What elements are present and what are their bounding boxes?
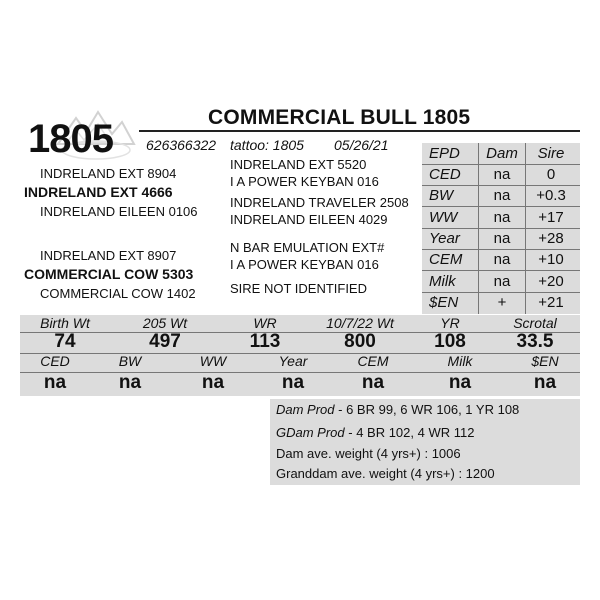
pedigree-sire-sire-dam: I A POWER KEYBAN 016: [230, 174, 379, 189]
pedigree-dam: COMMERCIAL COW 5303: [24, 266, 194, 282]
production-box: [270, 399, 580, 485]
epd-label: CEM: [429, 251, 463, 268]
epd-row-ced: [422, 164, 580, 185]
epd-dam-value: na: [493, 187, 511, 204]
gdam-prod-label: GDam Prod: [276, 425, 345, 440]
tattoo: tattoo: 1805: [230, 137, 304, 153]
dam-prod-label: Dam Prod: [276, 402, 335, 417]
dam-prod-value: - 6 BR 99, 6 WR 106, 1 YR 108: [334, 402, 520, 417]
epd-row-cem: [422, 249, 580, 270]
epd-grid-header-bw: BW: [118, 353, 142, 369]
epd-sire-value: +21: [538, 294, 564, 311]
pedigree-sire-sire: INDRELAND EXT 8904: [40, 166, 177, 181]
epd-row-bw: [422, 185, 580, 206]
epd-row-ww: [422, 207, 580, 228]
epd-sire-value: +10: [538, 251, 564, 268]
epd-header-sire: Sire: [537, 145, 565, 162]
epd-row-en: [422, 292, 580, 313]
epd-dam-value: na: [493, 166, 511, 183]
epd-header-label: EPD: [429, 145, 460, 162]
dam-average-weight: Dam ave. weight (4 yrs+) : 1006: [276, 446, 461, 461]
epd-grid-value-bw: na: [118, 372, 142, 393]
lot-title: COMMERCIAL BULL 1805: [208, 106, 471, 129]
pedigree-sire: INDRELAND EXT 4666: [24, 184, 173, 200]
epd-dam-value: na: [493, 273, 511, 290]
epd-grid-value-milk: na: [448, 372, 472, 393]
perf-value-birth-wt: 74: [54, 331, 76, 352]
perf-value-scrotal: 33.5: [516, 331, 554, 352]
epd-header-row: [422, 143, 580, 164]
epd-grid-value-ced: na: [43, 372, 67, 393]
gdam-prod-line: [276, 425, 474, 440]
performance-grid: [20, 315, 580, 396]
epd-sire-value: +0.3: [536, 187, 566, 204]
epd-dam-value: na: [493, 230, 511, 247]
epd-label: $EN: [429, 294, 459, 311]
epd-sire-value: +28: [538, 230, 564, 247]
perf-value-weight-date: 800: [344, 331, 376, 352]
epd-grid-value-ww: na: [201, 372, 225, 393]
epd-grid-header-milk: Milk: [447, 353, 473, 369]
perf-header-yr: YR: [440, 315, 460, 331]
pedigree-dam-dam-note: SIRE NOT IDENTIFIED: [230, 281, 367, 296]
pedigree-dam-sire-dam: I A POWER KEYBAN 016: [230, 257, 379, 272]
pedigree-dam-sire-sire: N BAR EMULATION EXT#: [230, 240, 385, 255]
epd-grid-header-ced: CED: [40, 353, 70, 369]
perf-header-weight-date: 10/7/22 Wt: [326, 315, 394, 331]
dam-prod-line: [276, 402, 519, 417]
epd-label: Milk: [429, 273, 456, 290]
perf-header-wr: WR: [253, 315, 277, 331]
epd-grid-header-year: Year: [278, 353, 308, 369]
pedigree-dam-sire: INDRELAND EXT 8907: [40, 248, 177, 263]
gdam-prod-value: - 4 BR 102, 4 WR 112: [344, 425, 475, 440]
epd-grid-header-ww: WW: [199, 353, 227, 369]
epd-grid-value-year: na: [281, 372, 305, 393]
perf-header-205-wt: 205 Wt: [142, 315, 188, 331]
epd-grid-header-cem: CEM: [357, 353, 389, 369]
epd-grid-header-en: $EN: [531, 353, 559, 369]
epd-sire-value: 0: [546, 166, 556, 183]
epd-grid-value-en: na: [533, 372, 557, 393]
perf-value-wr: 113: [249, 331, 281, 352]
epd-label: BW: [429, 187, 454, 204]
epd-dam-value: na: [493, 209, 511, 226]
perf-value-yr: 108: [434, 331, 466, 352]
pedigree-sire-dam-sire: INDRELAND TRAVELER 2508: [230, 195, 409, 210]
epd-label: WW: [429, 209, 458, 226]
epd-label: Year: [429, 230, 460, 247]
perf-value-205-wt: 497: [149, 331, 181, 352]
pedigree-sire-dam-dam: INDRELAND EILEEN 4029: [230, 212, 388, 227]
epd-dam-value: +: [497, 294, 507, 311]
pedigree-sire-sire-sire: INDRELAND EXT 5520: [230, 157, 367, 172]
epd-row-milk: [422, 271, 580, 292]
granddam-average-weight: Granddam ave. weight (4 yrs+) : 1200: [276, 466, 495, 481]
perf-header-birth-wt: Birth Wt: [40, 315, 90, 331]
epd-dam-value: na: [493, 251, 511, 268]
epd-table: [422, 143, 580, 314]
epd-label: CED: [429, 166, 461, 183]
birth-date: 05/26/21: [334, 137, 389, 153]
pedigree-dam-dam: COMMERCIAL COW 1402: [40, 286, 196, 301]
title-rule: [139, 130, 580, 132]
epd-sire-value: +20: [538, 273, 564, 290]
pedigree-sire-dam: INDRELAND EILEEN 0106: [40, 204, 198, 219]
lot-number: 1805: [28, 117, 113, 161]
epd-header-dam: Dam: [486, 145, 518, 162]
epd-grid-value-cem: na: [361, 372, 385, 393]
registration-number: 626366322: [146, 137, 217, 153]
epd-sire-value: +17: [538, 209, 564, 226]
perf-header-scrotal: Scrotal: [513, 315, 557, 331]
epd-row-year: [422, 228, 580, 249]
